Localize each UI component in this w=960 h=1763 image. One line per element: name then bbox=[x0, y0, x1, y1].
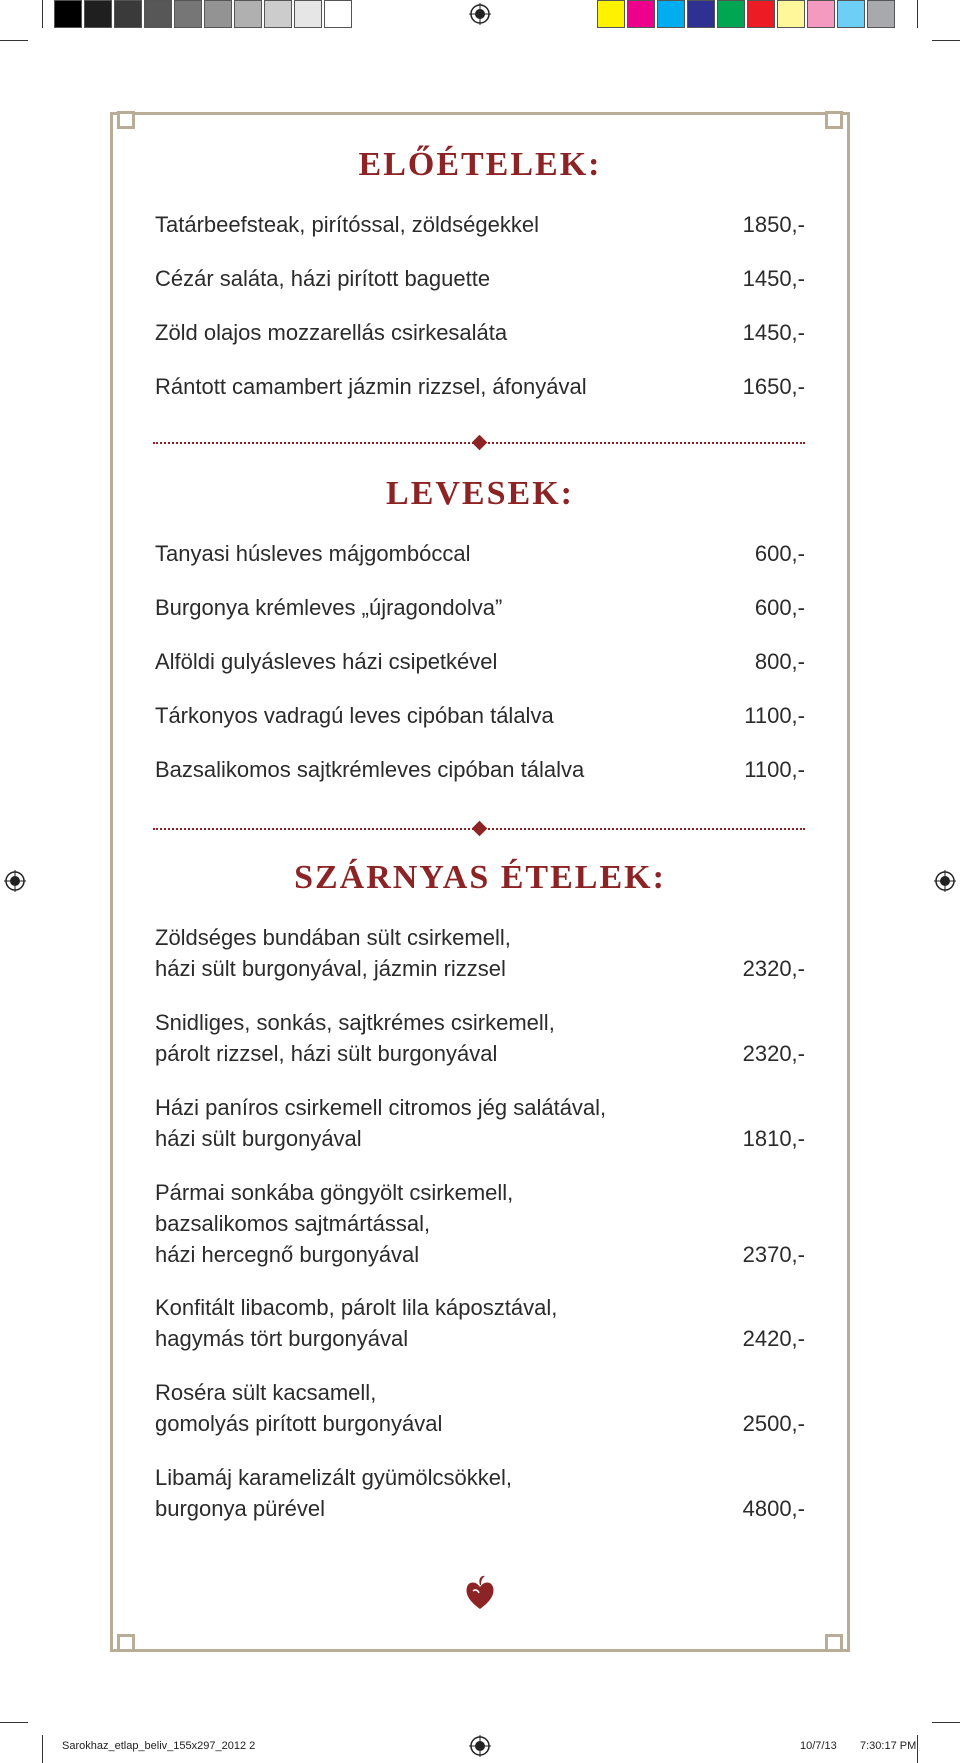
item-price: 2420,- bbox=[742, 1326, 805, 1351]
menu-item bbox=[155, 371, 805, 402]
item-price: 1850,- bbox=[742, 212, 805, 237]
print-time: 7:30:17 PM bbox=[860, 1740, 917, 1752]
crop-mark bbox=[932, 40, 960, 41]
item-name: Pármai sonkába göngyölt csirkemell, bazsalikomos sajtmártással, házi hercegnő burgonyával bbox=[155, 1180, 514, 1267]
gray-swatch bbox=[174, 0, 202, 28]
section-title-levesek: LEVESEK: bbox=[386, 475, 574, 512]
registration-mark-icon bbox=[469, 3, 491, 25]
menu-item bbox=[155, 922, 805, 984]
crop-mark bbox=[932, 1722, 960, 1723]
item-name: Libamáj karamelizált gyümölcsökkel, burgonya pürével bbox=[155, 1465, 513, 1521]
item-price: 4800,- bbox=[742, 1496, 805, 1521]
gray-swatch bbox=[294, 0, 322, 28]
item-price: 2500,- bbox=[742, 1411, 805, 1436]
item-name: Tárkonyos vadragú leves cipóban tálalva bbox=[155, 703, 554, 728]
gray-swatch bbox=[114, 0, 142, 28]
color-swatch bbox=[867, 0, 895, 28]
item-price: 2370,- bbox=[742, 1242, 805, 1267]
crop-mark bbox=[917, 0, 918, 28]
menu-item bbox=[155, 263, 805, 294]
heart-ornament-icon bbox=[463, 1573, 497, 1613]
crop-mark bbox=[42, 0, 43, 28]
registration-mark-icon bbox=[934, 870, 956, 892]
item-name: Tanyasi húsleves májgombóccal bbox=[155, 541, 471, 566]
crop-mark bbox=[0, 1722, 28, 1723]
color-swatch bbox=[717, 0, 745, 28]
crop-mark bbox=[42, 1735, 43, 1763]
grayscale-color-bar bbox=[54, 0, 354, 30]
item-name: Cézár saláta, házi pirított baguette bbox=[155, 266, 491, 291]
item-name: Zöldséges bundában sült csirkemell, házi sült burgonyával, jázmin rizzsel bbox=[155, 925, 511, 981]
item-name: Alföldi gulyásleves házi csipetkével bbox=[155, 649, 498, 674]
menu-item bbox=[155, 754, 805, 785]
section-title-szarnyas-etelek: SZÁRNYAS ÉTELEK: bbox=[294, 859, 666, 896]
print-date: 10/7/13 bbox=[800, 1740, 837, 1752]
registration-mark-icon bbox=[469, 1735, 491, 1757]
menu-item bbox=[155, 1177, 805, 1270]
menu-item bbox=[155, 209, 805, 240]
menu-item bbox=[155, 592, 805, 623]
item-name: Rántott camambert jázmin rizzsel, áfonyával bbox=[155, 374, 587, 399]
color-swatch bbox=[597, 0, 625, 28]
crop-mark bbox=[917, 1735, 918, 1763]
item-price: 600,- bbox=[754, 595, 805, 620]
menu-item bbox=[155, 1377, 805, 1439]
item-name: Zöld olajos mozzarellás csirkesaláta bbox=[155, 320, 508, 345]
item-price: 800,- bbox=[754, 649, 805, 674]
menu-item bbox=[155, 317, 805, 348]
process-color-bar bbox=[597, 0, 897, 30]
item-price: 1100,- bbox=[744, 757, 805, 782]
item-name: Bazsalikomos sajtkrémleves cipóban tálalva bbox=[155, 757, 585, 782]
color-swatch bbox=[627, 0, 655, 28]
item-price: 2320,- bbox=[742, 1041, 805, 1066]
item-price: 2320,- bbox=[742, 956, 805, 981]
frame-corner bbox=[825, 1634, 843, 1652]
color-swatch bbox=[747, 0, 775, 28]
item-price: 1450,- bbox=[742, 320, 805, 345]
item-price: 1810,- bbox=[742, 1126, 805, 1151]
frame-corner bbox=[825, 111, 843, 129]
frame-corner bbox=[117, 1634, 135, 1652]
gray-swatch bbox=[84, 0, 112, 28]
item-name: Snidliges, sonkás, sajtkrémes csirkemell, párolt rizzsel, házi sült burgonyával bbox=[155, 1010, 555, 1066]
menu-item bbox=[155, 700, 805, 731]
gray-swatch bbox=[234, 0, 262, 28]
menu-item bbox=[155, 538, 805, 569]
item-name: Házi paníros csirkemell citromos jég salátával, házi sült burgonyával bbox=[155, 1095, 607, 1151]
gray-swatch bbox=[54, 0, 82, 28]
menu-item bbox=[155, 1462, 805, 1524]
item-name: Roséra sült kacsamell, gomolyás pirított burgonyával bbox=[155, 1380, 443, 1436]
item-price: 1650,- bbox=[742, 374, 805, 399]
color-swatch bbox=[657, 0, 685, 28]
gray-swatch bbox=[204, 0, 232, 28]
item-price: 1100,- bbox=[744, 703, 805, 728]
item-name: Tatárbeefsteak, pirítóssal, zöldségekkel bbox=[155, 212, 539, 237]
color-swatch bbox=[687, 0, 715, 28]
menu-item bbox=[155, 1007, 805, 1069]
color-swatch bbox=[807, 0, 835, 28]
crop-mark bbox=[0, 40, 28, 41]
item-price: 600,- bbox=[754, 541, 805, 566]
gray-swatch bbox=[324, 0, 352, 28]
gray-swatch bbox=[264, 0, 292, 28]
gray-swatch bbox=[144, 0, 172, 28]
item-price: 1450,- bbox=[742, 266, 805, 291]
menu-item bbox=[155, 1292, 805, 1354]
menu-item bbox=[155, 646, 805, 677]
item-name: Burgonya krémleves „újragondolva” bbox=[155, 595, 503, 620]
item-name: Konfitált libacomb, párolt lila káposztával, hagymás tört burgonyával bbox=[155, 1295, 558, 1351]
color-swatch bbox=[777, 0, 805, 28]
color-swatch bbox=[837, 0, 865, 28]
frame-corner bbox=[117, 111, 135, 129]
section-title-eloetelek: ELŐÉTELEK: bbox=[358, 146, 602, 183]
file-label: Sarokhaz_etlap_beliv_155x297_2012 2 bbox=[62, 1740, 256, 1752]
menu-item bbox=[155, 1092, 805, 1154]
registration-mark-icon bbox=[4, 870, 26, 892]
